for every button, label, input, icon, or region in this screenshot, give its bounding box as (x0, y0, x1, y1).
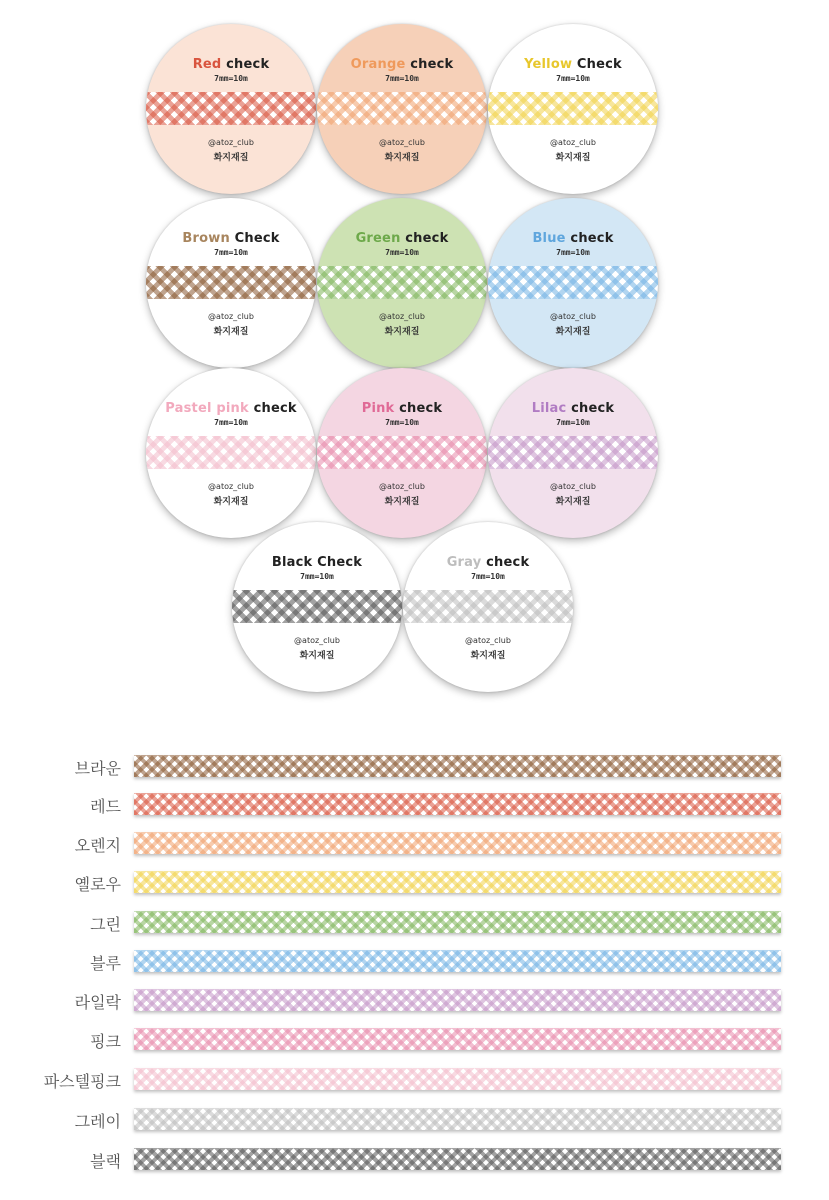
roll-title (488, 401, 658, 416)
gingham-band (488, 92, 658, 125)
tape-roll-gray (403, 522, 573, 692)
roll-brand: 화지재질 (555, 327, 591, 337)
roll-check-word: check (570, 231, 614, 246)
tape-roll-black (232, 522, 402, 692)
tape-strip-blue (134, 950, 781, 972)
roll-brand: 화지재질 (555, 153, 591, 163)
strip-label-brown: 브라운 (74, 759, 121, 778)
roll-brand: 화지재질 (384, 497, 420, 507)
roll-handle: @atoz_club (208, 482, 254, 491)
roll-color-word: Pastel pink (165, 401, 249, 416)
tape-strip-pastel-pink (134, 1068, 781, 1090)
tape-strip-gray (134, 1108, 781, 1130)
tape-roll-green (317, 198, 487, 368)
roll-handle: @atoz_club (550, 138, 596, 147)
strip-label-yellow: 옐로우 (74, 875, 121, 894)
roll-brand: 화지재질 (299, 651, 335, 661)
strip-label-red: 레드 (90, 797, 121, 816)
roll-check-word: check (410, 57, 454, 72)
roll-check-word: check (405, 231, 449, 246)
roll-brand: 화지재질 (470, 651, 506, 661)
gingham-band (317, 436, 487, 469)
roll-handle: @atoz_club (379, 312, 425, 321)
roll-size: 7mm=10m (214, 248, 248, 257)
gingham-band (488, 266, 658, 299)
tape-strip-black (134, 1148, 781, 1170)
tape-strip-orange (134, 832, 781, 854)
strip-label-orange: 오렌지 (74, 836, 121, 855)
strip-label-pastel-pink: 파스텔핑크 (43, 1072, 121, 1091)
tape-strip-lilac (134, 989, 781, 1011)
roll-check-word: check (253, 401, 297, 416)
roll-color-word: Black (271, 555, 313, 570)
roll-brand: 화지재질 (213, 153, 249, 163)
roll-size: 7mm=10m (214, 418, 248, 427)
tape-strip-pink (134, 1028, 781, 1050)
roll-color-word: Yellow (524, 57, 573, 72)
roll-color-word: Blue (532, 231, 566, 246)
roll-title (146, 57, 316, 72)
roll-size: 7mm=10m (300, 572, 334, 581)
roll-title (146, 401, 316, 416)
roll-title (403, 555, 573, 570)
strip-label-gray: 그레이 (74, 1112, 121, 1131)
roll-color-word: Gray (446, 555, 482, 570)
roll-color-word: Brown (182, 231, 230, 246)
roll-check-word: Check (234, 231, 280, 246)
roll-check-word: check (226, 57, 270, 72)
gingham-band (146, 266, 316, 299)
roll-color-word: Red (192, 57, 222, 72)
roll-handle: @atoz_club (208, 138, 254, 147)
roll-handle: @atoz_club (294, 636, 340, 645)
roll-size: 7mm=10m (556, 248, 590, 257)
roll-check-word: check (486, 555, 530, 570)
roll-brand: 화지재질 (384, 327, 420, 337)
tape-strip-red (134, 793, 781, 815)
tape-roll-pastel-pink (146, 368, 316, 538)
roll-check-word: Check (576, 57, 622, 72)
roll-color-word: Pink (361, 401, 395, 416)
roll-title (488, 231, 658, 246)
strip-label-pink: 핑크 (90, 1032, 121, 1051)
roll-title (317, 401, 487, 416)
gingham-band (146, 436, 316, 469)
tape-strip-yellow (134, 871, 781, 893)
roll-color-word: Orange (350, 57, 406, 72)
tape-roll-yellow (488, 24, 658, 194)
tape-roll-blue (488, 198, 658, 368)
roll-size: 7mm=10m (385, 74, 419, 83)
roll-brand: 화지재질 (213, 327, 249, 337)
tape-roll-brown (146, 198, 316, 368)
roll-handle: @atoz_club (465, 636, 511, 645)
strip-label-black: 블랙 (90, 1152, 121, 1171)
gingham-band (403, 590, 573, 623)
roll-color-word: Lilac (531, 401, 567, 416)
strip-label-lilac: 라일락 (74, 993, 121, 1012)
roll-handle: @atoz_club (379, 482, 425, 491)
roll-brand: 화지재질 (213, 497, 249, 507)
roll-handle: @atoz_club (550, 312, 596, 321)
roll-brand: 화지재질 (384, 153, 420, 163)
roll-title (232, 555, 402, 570)
roll-check-word: check (399, 401, 443, 416)
roll-handle: @atoz_club (208, 312, 254, 321)
strip-label-green: 그린 (90, 915, 121, 934)
roll-handle: @atoz_club (379, 138, 425, 147)
tape-roll-red (146, 24, 316, 194)
tape-roll-lilac (488, 368, 658, 538)
roll-size: 7mm=10m (471, 572, 505, 581)
roll-title (317, 57, 487, 72)
roll-size: 7mm=10m (385, 418, 419, 427)
gingham-band (232, 590, 402, 623)
tape-strip-brown (134, 755, 781, 777)
roll-color-word: Green (355, 231, 401, 246)
gingham-band (488, 436, 658, 469)
roll-size: 7mm=10m (556, 418, 590, 427)
strip-label-blue: 블루 (90, 954, 121, 973)
roll-check-word: Check (317, 555, 363, 570)
roll-brand: 화지재질 (555, 497, 591, 507)
roll-handle: @atoz_club (550, 482, 596, 491)
roll-size: 7mm=10m (385, 248, 419, 257)
tape-roll-pink (317, 368, 487, 538)
roll-size: 7mm=10m (556, 74, 590, 83)
roll-check-word: check (571, 401, 615, 416)
gingham-band (317, 92, 487, 125)
gingham-band (317, 266, 487, 299)
roll-title (317, 231, 487, 246)
roll-size: 7mm=10m (214, 74, 248, 83)
roll-title (146, 231, 316, 246)
tape-strip-green (134, 911, 781, 933)
roll-title (488, 57, 658, 72)
tape-roll-orange (317, 24, 487, 194)
gingham-band (146, 92, 316, 125)
